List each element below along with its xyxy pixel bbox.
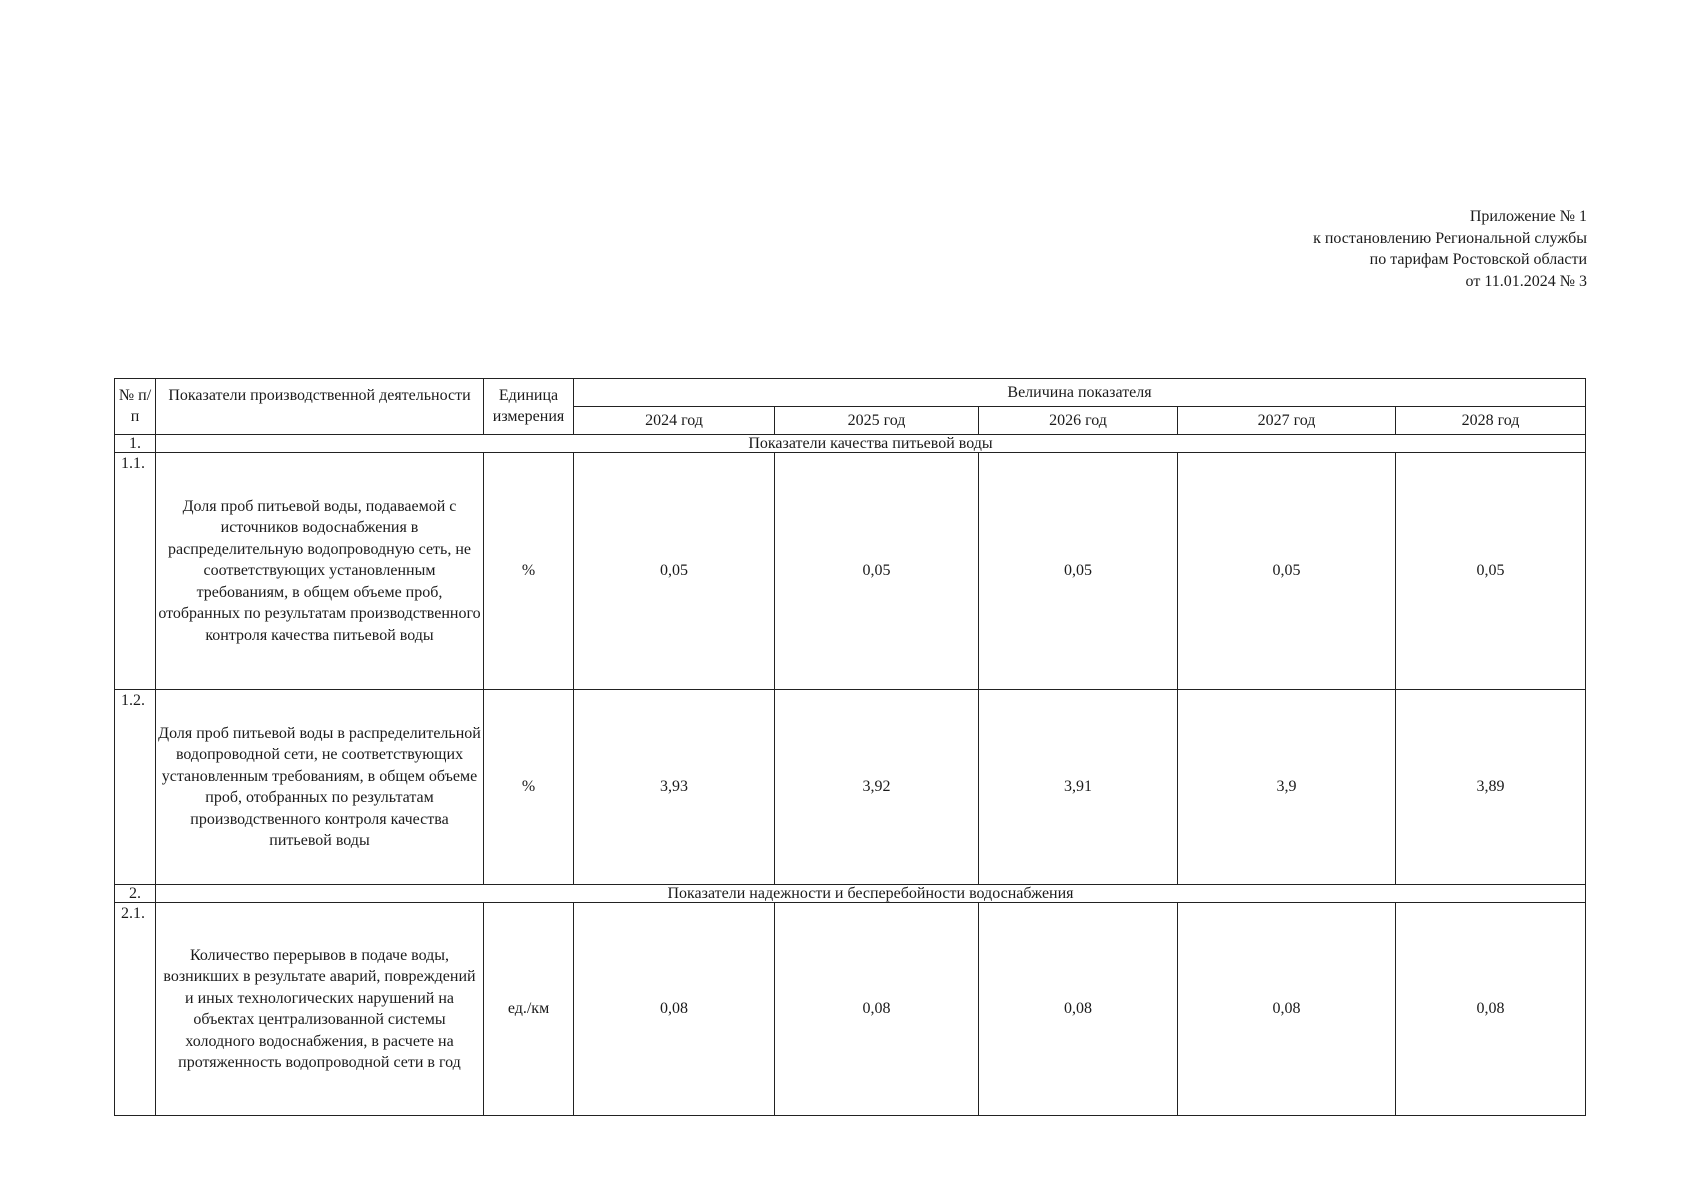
row-value-2024: 0,05 [574,453,775,690]
table-row [115,453,1586,690]
row-value-2027: 3,9 [1178,690,1396,885]
header-num: № п/п [115,379,156,435]
row-value-2025: 0,05 [775,453,979,690]
appendix-line-3: по тарифам Ростовской области [1369,251,1587,268]
section-num: 1. [115,435,156,453]
row-value-2025: 0,08 [775,903,979,1116]
header-value-group: Величина показателя [574,379,1586,407]
row-unit: ед./км [484,903,574,1116]
row-indicator: Количество перерывов в подаче воды, возникших в результате аварий, повреждений и иных технологических нарушений на объектах централизованной системы холодного водоснабжения, в расчете на протяженность водопроводной сети в год [156,903,484,1116]
section-row-2 [115,885,1586,903]
row-value-2026: 3,91 [979,690,1178,885]
appendix-header [1313,206,1587,292]
row-unit: % [484,690,574,885]
section-row-1 [115,435,1586,453]
row-value-2028: 3,89 [1396,690,1586,885]
row-indicator: Доля проб питьевой воды в распределительной водопроводной сети, не соответствующих установленным требованиям, в общем объеме проб, отобранных по результатам производственного контроля качества питьевой воды [156,690,484,885]
header-row-1 [115,379,1586,407]
header-year-2025: 2025 год [775,407,979,435]
header-indicator: Показатели производственной деятельности [156,379,484,435]
row-value-2027: 0,08 [1178,903,1396,1116]
row-value-2028: 0,05 [1396,453,1586,690]
appendix-line-4: от 11.01.2024 № 3 [1465,272,1587,290]
header-year-2024: 2024 год [574,407,775,435]
table-row [115,690,1586,885]
section-num: 2. [115,885,156,903]
section-title: Показатели надежности и бесперебойности водоснабжения [156,885,1586,903]
header-year-2027: 2027 год [1178,407,1396,435]
row-num: 2.1. [115,903,156,1116]
row-value-2027: 0,05 [1178,453,1396,690]
row-num: 1.2. [115,690,156,885]
appendix-line-1: Приложение № 1 [1469,208,1587,225]
row-unit: % [484,453,574,690]
section-title: Показатели качества питьевой воды [156,435,1586,453]
table-row [115,903,1586,1116]
row-value-2024: 0,08 [574,903,775,1116]
header-year-2026: 2026 год [979,407,1178,435]
indicators-table [114,378,1586,1116]
row-indicator: Доля проб питьевой воды, подаваемой с источников водоснабжения в распределительную водопроводную сеть, не соответствующих установленным требованиям, в общем объеме проб, отобранных по результатам производственного контроля качества питьевой воды [156,453,484,690]
row-value-2028: 0,08 [1396,903,1586,1116]
appendix-line-2: к постановлению Региональной службы [1313,229,1587,247]
header-year-2028: 2028 год [1396,407,1586,435]
row-value-2026: 0,08 [979,903,1178,1116]
row-num: 1.1. [115,453,156,690]
row-value-2025: 3,92 [775,690,979,885]
header-unit: Единица измерения [484,379,574,435]
row-value-2026: 0,05 [979,453,1178,690]
row-value-2024: 3,93 [574,690,775,885]
